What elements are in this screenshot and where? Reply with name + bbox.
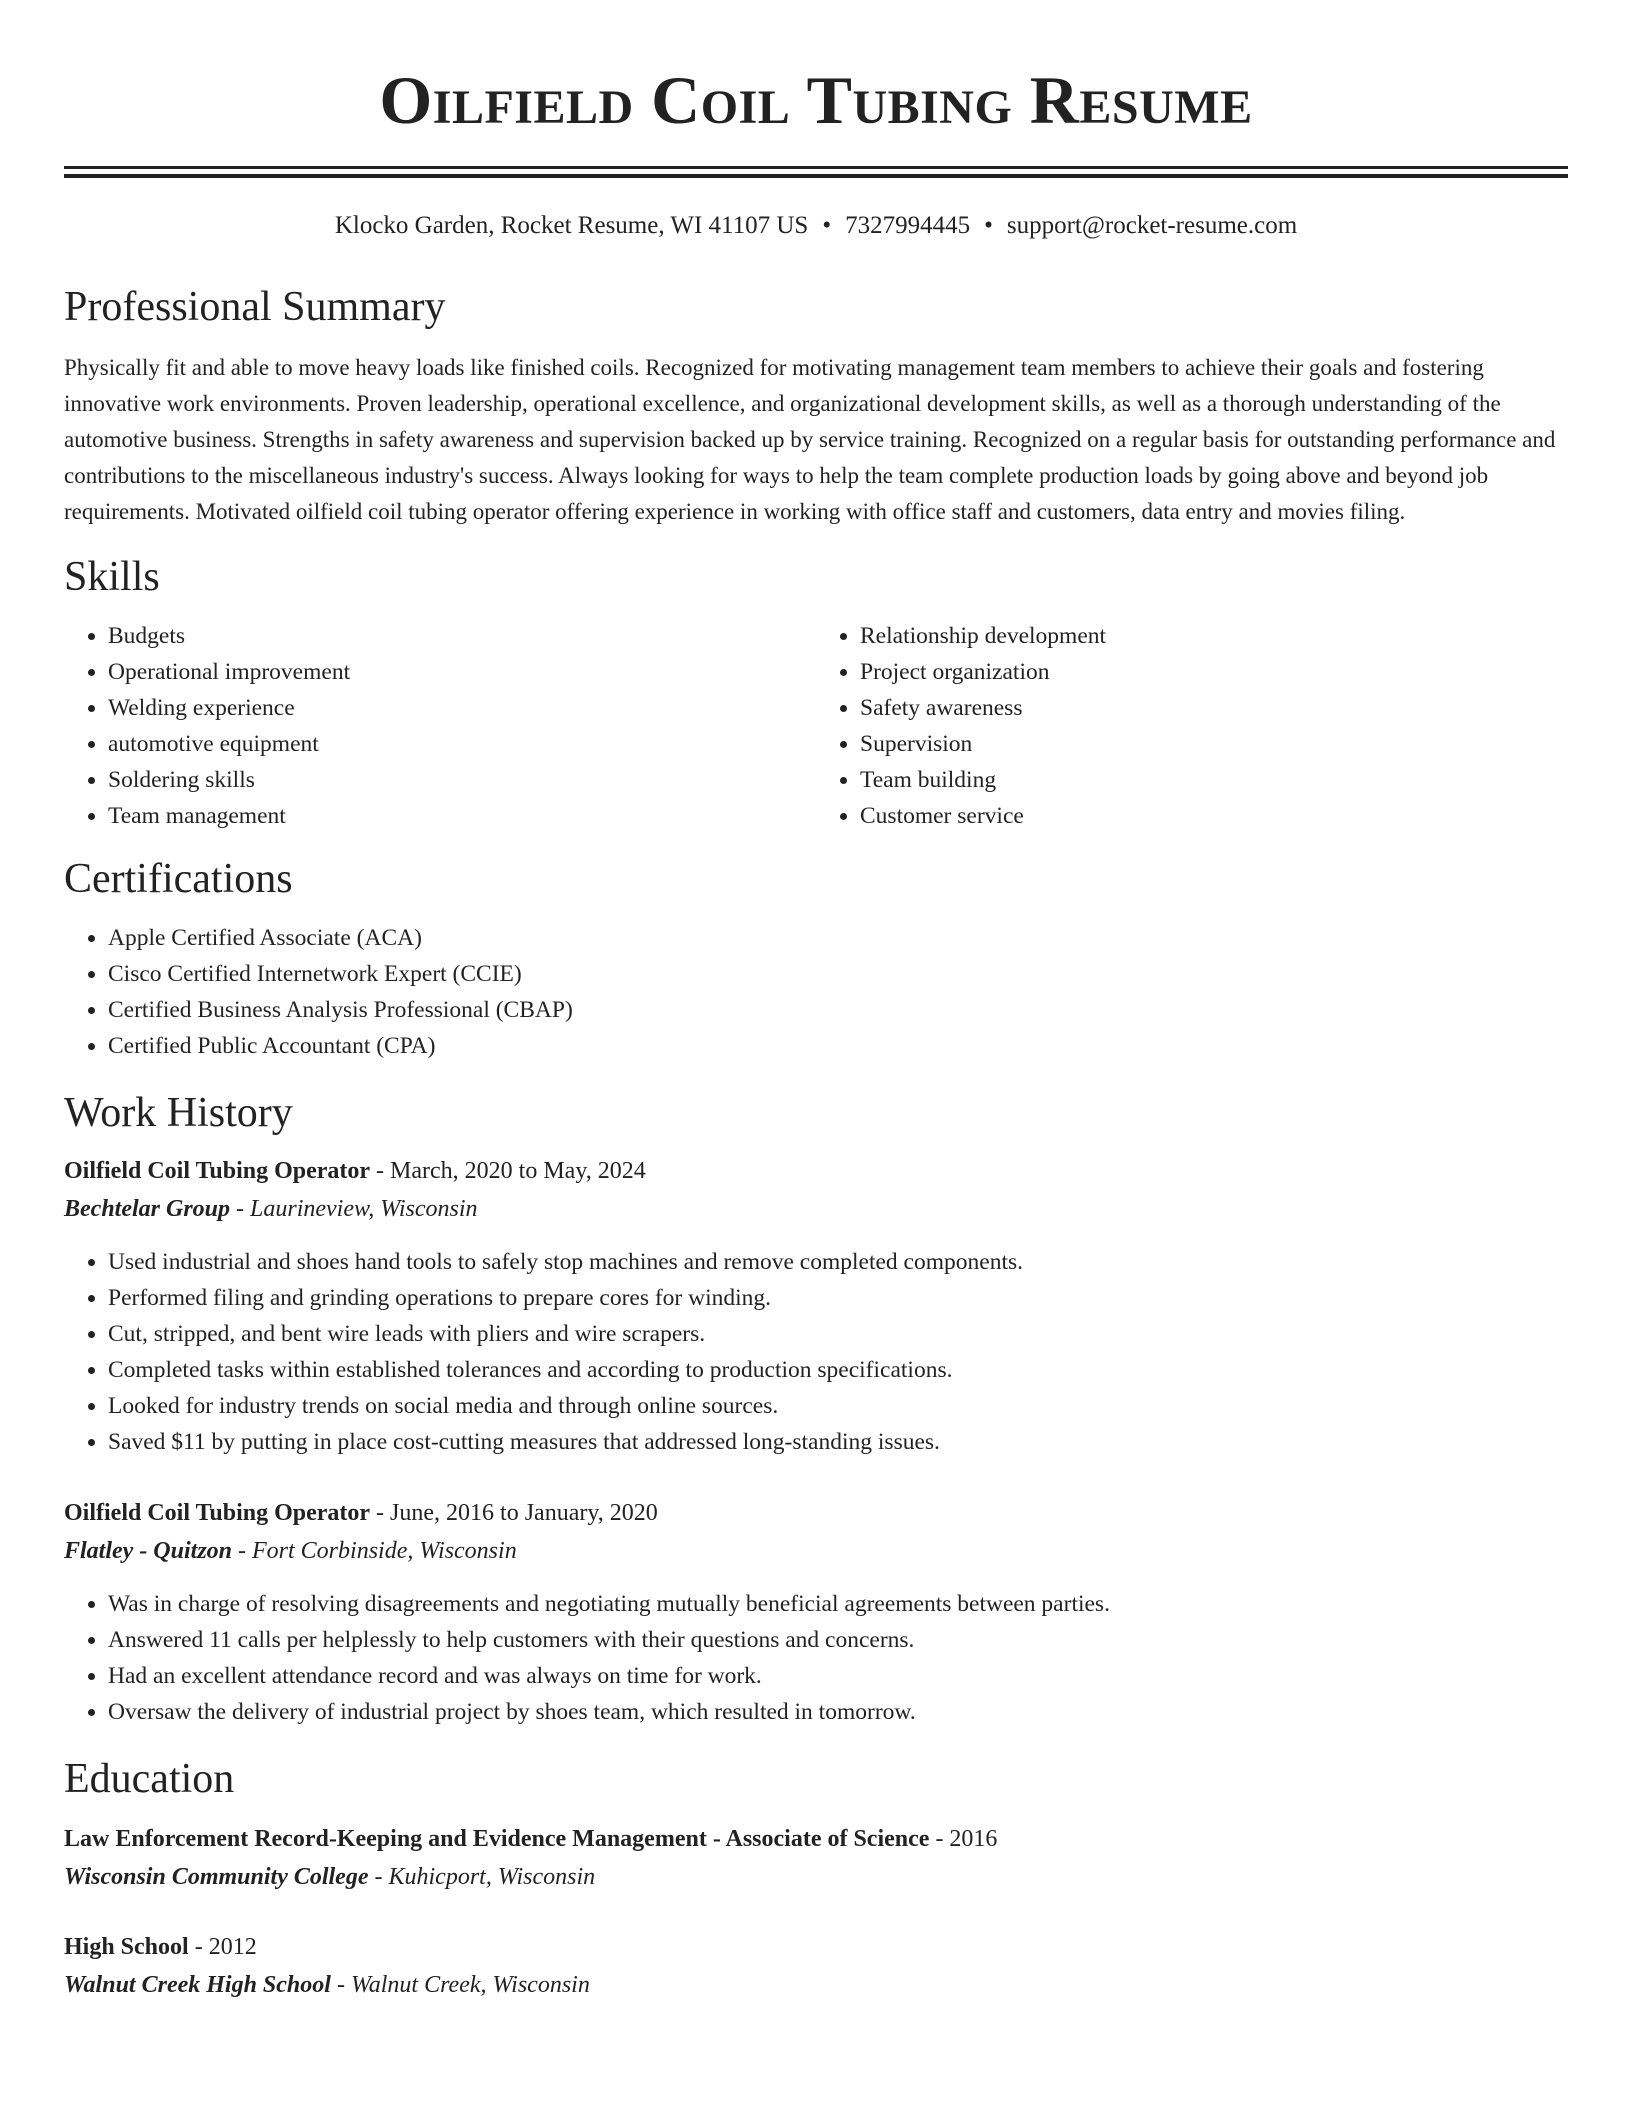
certification-item: • Cisco Certified Internetwork Expert (CCIE) xyxy=(108,956,1568,992)
degree-line xyxy=(64,1820,1568,1858)
work-history-heading: Work History xyxy=(64,1090,293,1136)
school-name: Walnut Creek High School xyxy=(64,1972,331,1998)
job-entry xyxy=(64,1152,1568,1460)
skill-item: • Welding experience xyxy=(108,690,816,726)
contact-line xyxy=(64,210,1568,242)
skill-item: • automotive equipment xyxy=(108,726,816,762)
contact-phone: 7327994445 xyxy=(845,212,971,239)
skill-item: • Safety awareness xyxy=(860,690,1568,726)
degree-name: Law Enforcement Record-Keeping and Evidence Management - Associate of Science xyxy=(64,1826,930,1852)
resume-page xyxy=(64,0,1568,2004)
skills-list-right xyxy=(816,618,1568,834)
job-bullet: • Saved $11 by putting in place cost-cutting measures that addressed long-standing issues. xyxy=(108,1424,1568,1460)
job-bullet: • Performed filing and grinding operations to prepare cores for winding. xyxy=(108,1280,1568,1316)
school-location: - Walnut Creek, Wisconsin xyxy=(330,1972,590,1998)
job-title-line xyxy=(64,1494,1568,1532)
contact-email: support@rocket-resume.com xyxy=(1006,212,1298,239)
summary-heading: Professional Summary xyxy=(64,284,446,330)
contact-address: Klocko Garden, Rocket Resume, WI 41107 US xyxy=(334,212,809,239)
summary-text: Physically fit and able to move heavy loads like finished coils. Recognized for motivating management team members to achieve their goals and fostering innovative work environments. Proven leadership, operational excellence, and organizational development skills, as well as a thorough understanding of the automotive business. Strengths in safety awareness and supervision backed up by service training. Recognized on a regular basis for outstanding performance and contributions to the miscellaneous industry's success. Always looking for ways to help the team complete production loads by going above and beyond job requirements. Motivated oilfield coil tubing operator offering experience in working with office staff and customers, data entry and movies filing. xyxy=(64,355,1556,524)
skills-grid xyxy=(64,618,1568,834)
school-location: - Kuhicport, Wisconsin xyxy=(368,1864,596,1890)
job-entry xyxy=(64,1494,1568,1730)
skills-heading: Skills xyxy=(64,554,160,600)
job-company-line xyxy=(64,1532,1568,1570)
certification-item: • Apple Certified Associate (ACA) xyxy=(108,920,1568,956)
skill-item: • Budgets xyxy=(108,618,816,654)
skill-item: • Team management xyxy=(108,798,816,834)
school-line xyxy=(64,1858,1568,1896)
job-bullets xyxy=(64,1586,1568,1730)
job-role: Oilfield Coil Tubing Operator xyxy=(64,1500,371,1526)
skill-item: • Operational improvement xyxy=(108,654,816,690)
job-bullet: • Was in charge of resolving disagreements and negotiating mutually beneficial agreements between parties. xyxy=(108,1586,1568,1622)
job-bullet: • Looked for industry trends on social media and through online sources. xyxy=(108,1388,1568,1424)
skill-item: • Supervision xyxy=(860,726,1568,762)
certifications-list xyxy=(64,920,1568,1064)
education-entry xyxy=(64,1928,1568,2004)
job-bullet: • Had an excellent attendance record and was always on time for work. xyxy=(108,1658,1568,1694)
education-heading: Education xyxy=(64,1756,235,1802)
school-line xyxy=(64,1966,1568,2004)
job-location: - Fort Corbinside, Wisconsin xyxy=(232,1538,517,1564)
job-bullet: • Oversaw the delivery of industrial project by shoes team, which resulted in tomorrow. xyxy=(108,1694,1568,1730)
skill-item: • Customer service xyxy=(860,798,1568,834)
job-dates: - March, 2020 to May, 2024 xyxy=(370,1158,646,1184)
certification-item: • Certified Public Accountant (CPA) xyxy=(108,1028,1568,1064)
job-company: Flatley - Quitzon xyxy=(64,1538,233,1564)
job-bullet: • Used industrial and shoes hand tools to safely stop machines and remove completed components. xyxy=(108,1244,1568,1280)
job-bullet: • Answered 11 calls per helplessly to help customers with their questions and concerns. xyxy=(108,1622,1568,1658)
job-dates: - June, 2016 to January, 2020 xyxy=(370,1500,658,1526)
job-bullet: • Cut, stripped, and bent wire leads with pliers and wire scrapers. xyxy=(108,1316,1568,1352)
education-entry xyxy=(64,1820,1568,1896)
contact-separator: • xyxy=(984,212,993,239)
degree-year: - 2012 xyxy=(188,1934,257,1960)
skill-item: • Team building xyxy=(860,762,1568,798)
job-bullet: • Completed tasks within established tolerances and according to production specifications. xyxy=(108,1352,1568,1388)
job-company: Bechtelar Group xyxy=(64,1196,231,1222)
skill-item: • Project organization xyxy=(860,654,1568,690)
degree-name: High School xyxy=(64,1934,189,1960)
job-bullets xyxy=(64,1244,1568,1460)
skills-list-left xyxy=(64,618,816,834)
school-name: Wisconsin Community College xyxy=(64,1864,369,1890)
resume-title: Oilfield Coil Tubing Resume xyxy=(379,62,1253,138)
job-title-line xyxy=(64,1152,1568,1190)
contact-separator: • xyxy=(822,212,832,239)
certification-item: • Certified Business Analysis Professional (CBAP) xyxy=(108,992,1568,1028)
title-double-rule xyxy=(64,166,1568,178)
job-location: - Laurineview, Wisconsin xyxy=(230,1196,478,1222)
skill-item: • Soldering skills xyxy=(108,762,816,798)
certifications-heading: Certifications xyxy=(64,856,293,902)
job-role: Oilfield Coil Tubing Operator xyxy=(64,1158,371,1184)
degree-year: - 2016 xyxy=(929,1826,998,1852)
skill-item: • Relationship development xyxy=(860,618,1568,654)
degree-line xyxy=(64,1928,1568,1966)
job-company-line xyxy=(64,1190,1568,1228)
